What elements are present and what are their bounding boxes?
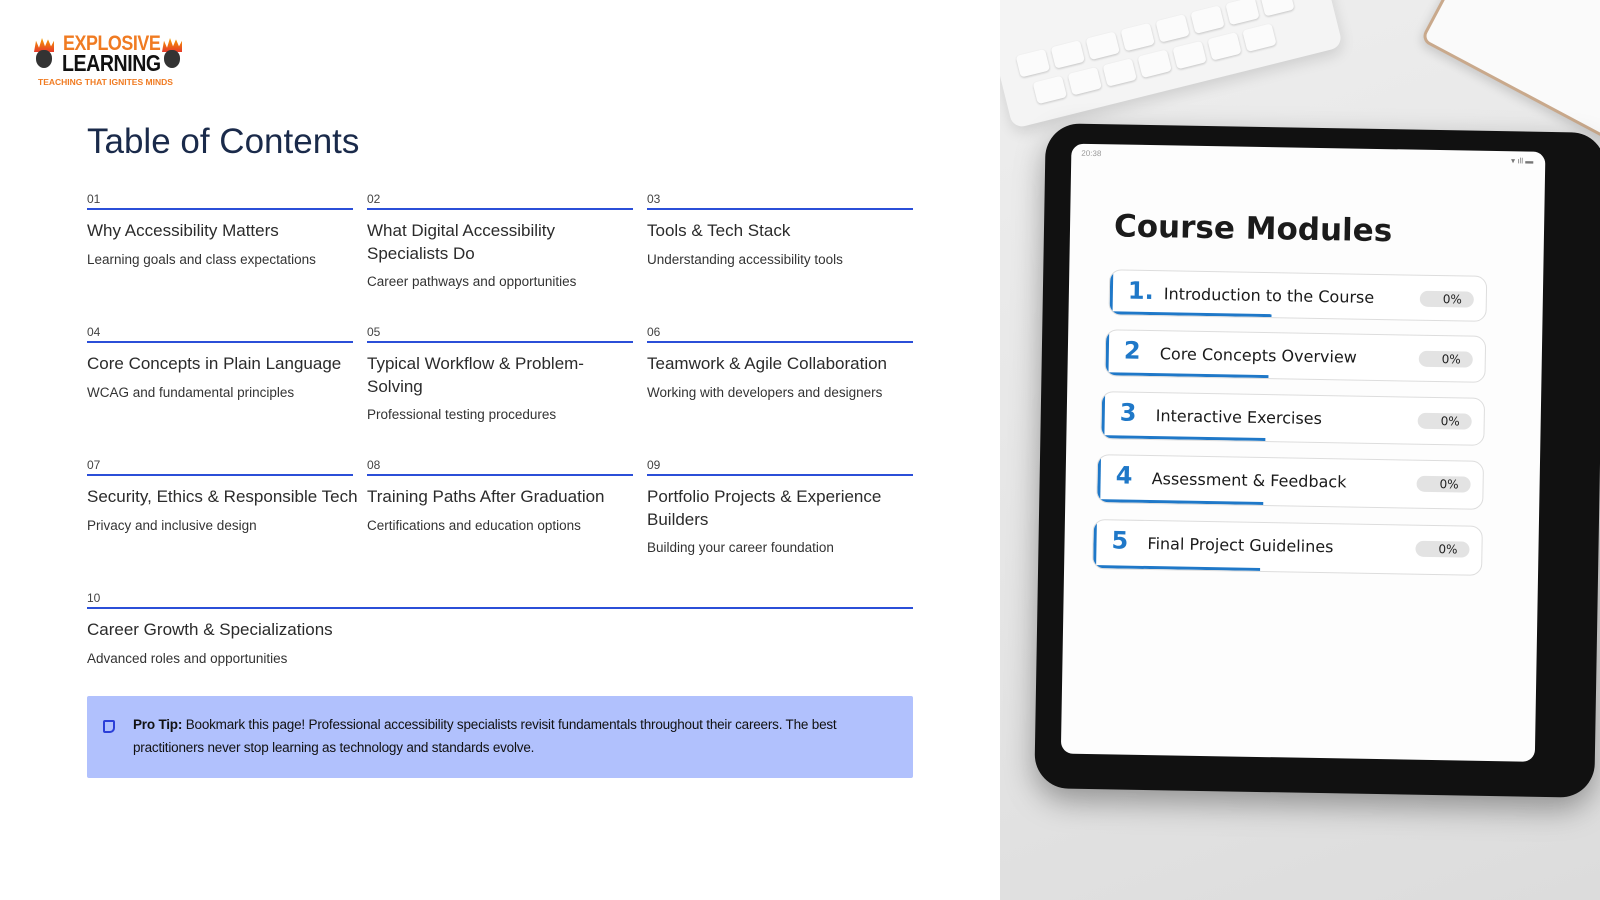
toc-divider (647, 208, 913, 210)
toc-divider (367, 341, 633, 343)
toc-item-title[interactable]: Typical Workflow & Problem-Solving (367, 354, 584, 396)
toc-item-subtitle: Learning goals and class expectations (87, 251, 316, 267)
module-progress-badge: 0% (1420, 291, 1474, 308)
toc-item-number: 05 (367, 325, 381, 339)
toc-divider (367, 208, 633, 210)
toc-item-number: 10 (87, 591, 101, 605)
toc-item-number: 07 (87, 458, 101, 472)
module-accent (1105, 330, 1109, 375)
module-accent (1101, 392, 1105, 438)
toc-item-number: 09 (647, 458, 661, 472)
toc-item[interactable] (647, 458, 913, 555)
module-progress-bar (1105, 372, 1268, 378)
pro-tip-box (87, 696, 913, 778)
toc-item-title[interactable]: Teamwork & Agile Collaboration (647, 354, 888, 373)
module-number: 5 (1111, 526, 1129, 555)
toc-divider (367, 474, 633, 476)
logo-line2: LEARNING (62, 50, 161, 76)
toc-item-subtitle: Career pathways and opportunities (367, 274, 577, 289)
tablet-device (1034, 123, 1600, 798)
module-progress-badge: 0% (1419, 351, 1473, 368)
toc-item-number: 08 (367, 458, 381, 472)
toc-item-title[interactable]: What Digital Accessibility Specialists Do (367, 221, 556, 263)
toc-item-number: 03 (647, 192, 661, 206)
toc-item[interactable] (87, 192, 353, 267)
keyboard-image (1000, 0, 1343, 129)
logo-tagline: TEACHING THAT IGNITES MINDS (38, 77, 173, 87)
module-progress-bar (1101, 435, 1265, 441)
toc-item-title[interactable]: Career Growth & Specializations (87, 620, 333, 639)
toc-item-number: 06 (647, 325, 661, 339)
module-progress-badge: 0% (1418, 413, 1472, 430)
module-progress-badge: 0% (1415, 541, 1469, 558)
toc-item[interactable] (367, 192, 633, 289)
toc-item[interactable] (367, 325, 633, 422)
course-module-card[interactable] (1109, 269, 1488, 322)
module-number: 3 (1119, 398, 1137, 427)
explosive-learning-logo (34, 30, 194, 92)
toc-item[interactable] (87, 591, 913, 666)
module-progress-badge: 0% (1416, 476, 1470, 493)
toc-divider (87, 208, 353, 210)
toc-item[interactable] (647, 325, 913, 400)
status-icons: ▾ ıll ▬ (1510, 156, 1534, 166)
module-progress-bar (1097, 499, 1263, 505)
toc-item[interactable] (87, 325, 353, 400)
module-title: Assessment & Feedback (1151, 469, 1347, 492)
module-title: Final Project Guidelines (1147, 534, 1334, 557)
toc-divider (87, 607, 913, 609)
toc-item[interactable] (647, 192, 913, 267)
toc-divider (647, 474, 913, 476)
toc-divider (87, 341, 353, 343)
toc-item-title[interactable]: Tools & Tech Stack (647, 221, 791, 240)
toc-divider (647, 341, 913, 343)
toc-item-subtitle: Privacy and inclusive design (87, 517, 257, 533)
toc-item-subtitle: Certifications and education options (367, 517, 581, 533)
toc-item-subtitle: Working with developers and designers (647, 384, 883, 400)
toc-item-subtitle: Understanding accessibility tools (647, 251, 843, 267)
toc-item-number: 04 (87, 325, 101, 339)
toc-item-title[interactable]: Why Accessibility Matters (87, 221, 279, 240)
tablet-photo (1000, 0, 1600, 900)
course-module-card[interactable] (1096, 454, 1484, 510)
module-number: 4 (1115, 461, 1133, 490)
toc-item-number: 01 (87, 192, 101, 206)
pro-tip-text (133, 714, 893, 759)
module-accent (1110, 270, 1114, 314)
toc-item-subtitle: Building your career foundation (647, 540, 834, 555)
toc-item-subtitle: Advanced roles and opportunities (87, 650, 288, 666)
module-progress-bar (1110, 311, 1272, 317)
notebook-image (1420, 0, 1600, 143)
page-title: Table of Contents (87, 122, 360, 161)
logo-head-icon (162, 38, 182, 68)
toc-item-title[interactable]: Core Concepts in Plain Language (87, 354, 342, 373)
pro-tip-body: Bookmark this page! Professional accessibility specialists revisit fundamentals throughout their careers. The best practitioners never stop learning as technology and standards evolve. (133, 717, 837, 755)
toc-item-subtitle: Professional testing procedures (367, 407, 557, 422)
course-module-card[interactable] (1104, 329, 1486, 383)
module-accent (1093, 520, 1097, 568)
module-title: Introduction to the Course (1163, 284, 1375, 307)
toc-item[interactable] (87, 458, 358, 533)
course-module-card[interactable] (1092, 519, 1483, 576)
logo-line1: EXPLOSIVE (63, 32, 161, 55)
pro-tip-label: Pro Tip: (133, 717, 183, 732)
course-modules-heading: Course Modules (1113, 208, 1393, 250)
toc-item-title[interactable]: Training Paths After Graduation (367, 487, 605, 506)
course-module-card[interactable] (1100, 391, 1485, 446)
module-accent (1097, 455, 1101, 502)
toc-item-title[interactable]: Security, Ethics & Responsible Tech (87, 487, 358, 506)
status-time: 20:38 (1081, 148, 1102, 159)
module-number: 1. (1127, 276, 1155, 306)
toc-item[interactable] (367, 458, 633, 533)
logo-head-icon (34, 38, 54, 68)
toc-item-number: 02 (367, 192, 381, 206)
toc-item-subtitle: WCAG and fundamental principles (87, 384, 295, 400)
module-number: 2 (1123, 336, 1141, 365)
module-title: Interactive Exercises (1155, 406, 1323, 429)
note-icon (103, 720, 115, 733)
tablet-screen (1061, 144, 1546, 762)
module-progress-bar (1093, 565, 1260, 571)
toc-divider (87, 474, 353, 476)
module-title: Core Concepts Overview (1159, 344, 1358, 367)
toc-item-title[interactable]: Portfolio Projects & Experience Builders (647, 487, 882, 529)
